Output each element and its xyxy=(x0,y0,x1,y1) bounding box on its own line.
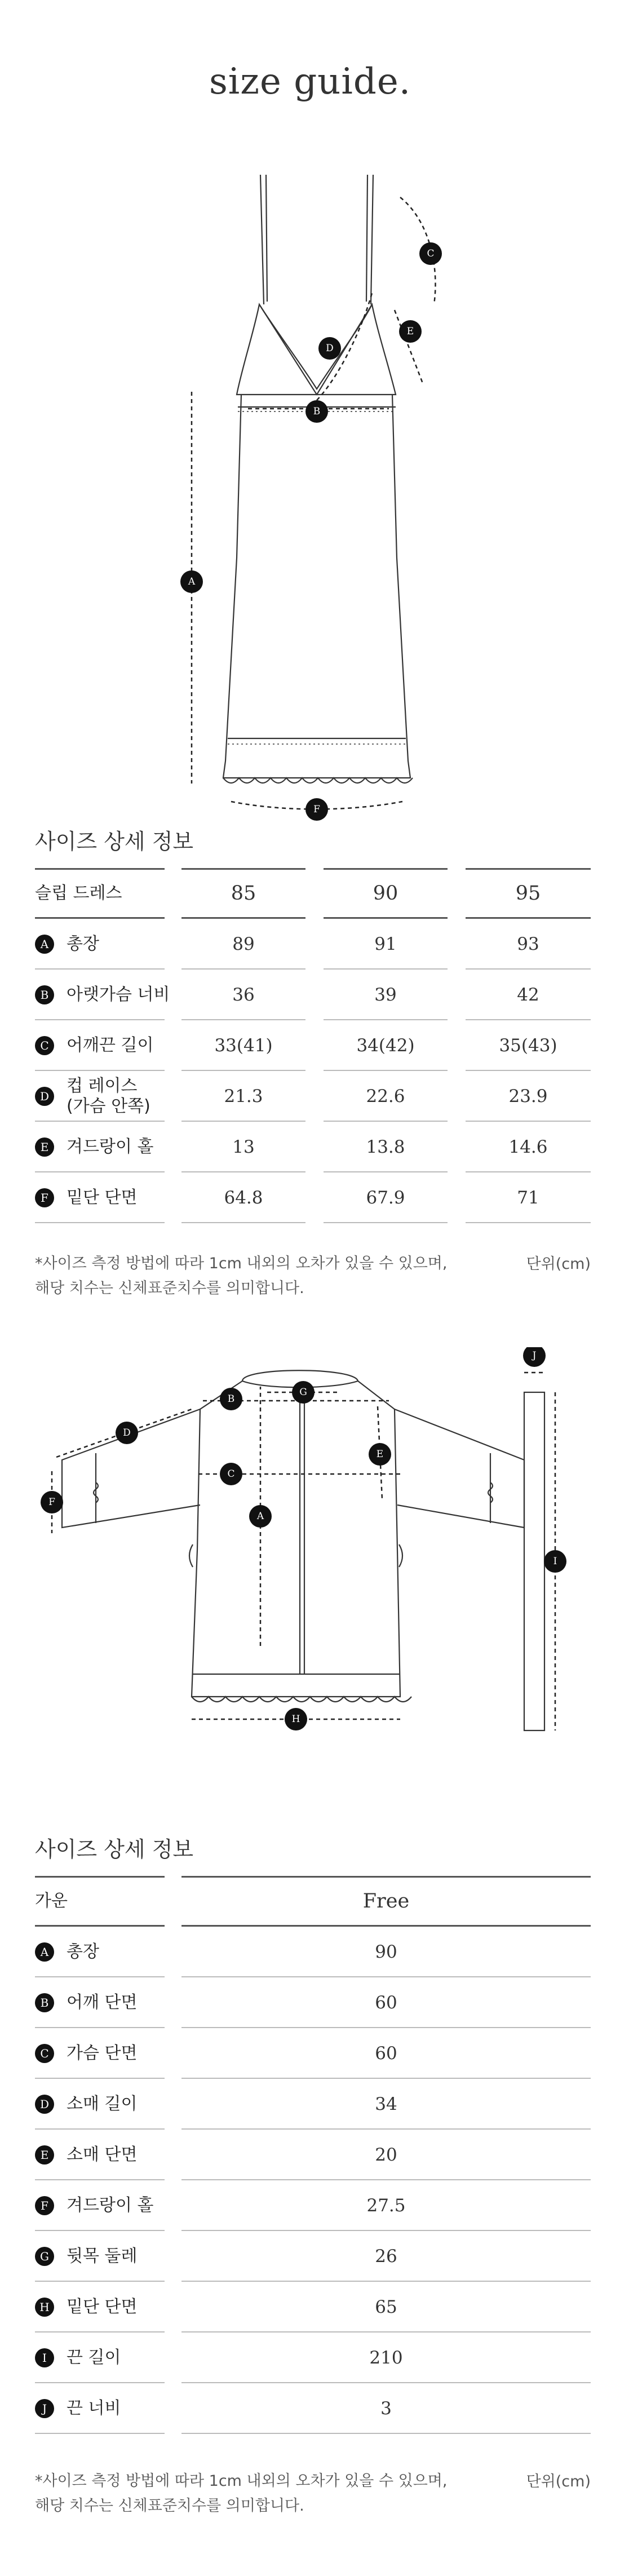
row-label-text: 소매 길이 xyxy=(67,2094,138,2114)
row-label xyxy=(35,1977,137,2028)
svg-text:G: G xyxy=(299,1387,307,1398)
svg-text:C: C xyxy=(227,1468,235,1480)
row-label xyxy=(35,1172,137,1223)
row-label xyxy=(35,2180,153,2231)
table-row xyxy=(35,1977,591,2028)
table-cell: 21.3 xyxy=(224,1086,263,1106)
marker-badge: C xyxy=(35,1036,54,1055)
table-cell: 67.9 xyxy=(366,1188,405,1208)
marker-badge: J xyxy=(35,2399,54,2418)
table-row xyxy=(35,2231,591,2282)
table-cell: 27.5 xyxy=(366,2196,406,2216)
row-label-text: 끈 너비 xyxy=(67,2398,121,2418)
dress-product-label: 슬립 드레스 xyxy=(35,883,122,903)
size-free: Free xyxy=(362,1890,410,1913)
table-row xyxy=(35,1927,591,1977)
row-label-text: 총장 xyxy=(67,1942,99,1962)
marker-badge: E xyxy=(35,2145,54,2165)
row-label-text: 소매 단면 xyxy=(67,2145,138,2165)
table-cell: 60 xyxy=(375,2043,397,2064)
gown-product-label: 가운 xyxy=(35,1891,68,1911)
row-label-text: 아랫가슴 너비 xyxy=(67,985,170,1004)
gown-table-header xyxy=(35,1876,591,1927)
row-label xyxy=(35,1020,153,1071)
row-label xyxy=(35,1122,153,1172)
row-label xyxy=(35,2028,137,2079)
row-label-text: 끈 길이 xyxy=(67,2348,121,2367)
dress-unit: 단위(cm) xyxy=(526,1255,591,1273)
row-label-text: 겨드랑이 홀 xyxy=(67,1137,154,1157)
marker-badge: E xyxy=(35,1137,54,1157)
table-cell: 210 xyxy=(369,2348,403,2368)
size-85: 85 xyxy=(231,882,256,905)
dress-size-table xyxy=(35,868,591,1223)
table-cell: 3 xyxy=(380,2398,392,2419)
row-label xyxy=(35,1071,150,1122)
svg-text:F: F xyxy=(48,1497,55,1508)
gown-unit: 단위(cm) xyxy=(526,2473,591,2490)
table-row xyxy=(35,2332,591,2383)
marker-badge: B xyxy=(35,1993,54,2012)
table-cell: 93 xyxy=(517,934,539,954)
svg-text:E: E xyxy=(376,1449,384,1460)
table-cell: 42 xyxy=(517,985,539,1005)
svg-text:I: I xyxy=(553,1556,557,1567)
table-cell: 34 xyxy=(375,2094,397,2114)
row-label xyxy=(35,970,170,1020)
marker-badge: F xyxy=(35,1188,54,1207)
marker-badge: F xyxy=(35,2196,54,2215)
slip-dress-diagram xyxy=(169,163,462,823)
row-label xyxy=(35,2231,137,2282)
svg-text:C: C xyxy=(427,248,435,259)
marker-badge: H xyxy=(35,2298,54,2317)
table-row xyxy=(35,970,591,1020)
table-cell: 22.6 xyxy=(366,1086,405,1106)
table-row xyxy=(35,2079,591,2130)
row-label-text: 가슴 단면 xyxy=(67,2043,138,2063)
svg-text:F: F xyxy=(313,804,320,815)
svg-text:D: D xyxy=(326,343,334,354)
table-cell: 34(42) xyxy=(356,1035,415,1056)
marker-badge: D xyxy=(35,2095,54,2114)
page-title: size guide. xyxy=(209,61,411,103)
svg-text:E: E xyxy=(406,326,414,337)
table-cell: 23.9 xyxy=(508,1086,548,1106)
row-label-text: 겨드랑이 홀 xyxy=(67,2196,154,2215)
svg-text:J: J xyxy=(532,1350,537,1361)
table-row xyxy=(35,1020,591,1071)
row-label xyxy=(35,2383,121,2434)
table-row xyxy=(35,2130,591,2180)
gown-diagram xyxy=(39,1347,592,1826)
table-row xyxy=(35,2282,591,2332)
row-label-text: 어깨 단면 xyxy=(67,1993,138,2012)
marker-badge: C xyxy=(35,2044,54,2063)
marker-badge: B xyxy=(35,985,54,1004)
table-row xyxy=(35,1122,591,1172)
svg-text:D: D xyxy=(123,1427,131,1439)
table-cell: 14.6 xyxy=(508,1137,548,1157)
table-cell: 13 xyxy=(232,1137,255,1157)
table-cell: 33(41) xyxy=(214,1035,273,1056)
row-label xyxy=(35,2332,121,2383)
row-label xyxy=(35,2130,137,2180)
row-label-text: 밑단 단면 xyxy=(67,2297,138,2317)
table-row xyxy=(35,2383,591,2434)
marker-badge: D xyxy=(35,1087,54,1106)
table-cell: 90 xyxy=(375,1942,397,1962)
table-row xyxy=(35,2028,591,2079)
table-cell: 39 xyxy=(374,985,397,1005)
gown-note: *사이즈 측정 방법에 따라 1cm 내외의 오차가 있을 수 있으며, 해당 치수는 신체표준치수를 의미합니다. xyxy=(35,2472,448,2515)
table-cell: 91 xyxy=(374,934,397,954)
table-cell: 89 xyxy=(232,934,255,954)
svg-text:H: H xyxy=(291,1714,300,1725)
table-cell: 65 xyxy=(375,2297,397,2317)
row-label-text: 어깨끈 길이 xyxy=(67,1035,154,1055)
row-label xyxy=(35,919,99,970)
dress-section-title: 사이즈 상세 정보 xyxy=(35,829,194,854)
gown-section-title: 사이즈 상세 정보 xyxy=(35,1837,194,1862)
row-label xyxy=(35,1927,99,1977)
dress-note: *사이즈 측정 방법에 따라 1cm 내외의 오차가 있을 수 있으며, 해당 치수는 신체표준치수를 의미합니다. xyxy=(35,1255,448,1297)
table-row xyxy=(35,1071,591,1122)
table-row xyxy=(35,919,591,970)
row-label-text: 밑단 단면 xyxy=(67,1188,138,1207)
table-cell: 26 xyxy=(375,2246,397,2267)
table-row xyxy=(35,1172,591,1223)
dress-table-header xyxy=(35,868,591,919)
row-label xyxy=(35,2079,137,2130)
table-cell: 35(43) xyxy=(499,1035,557,1056)
marker-badge: A xyxy=(35,1942,54,1962)
table-cell: 60 xyxy=(375,1993,397,2013)
gown-size-table xyxy=(35,1876,591,2434)
table-cell: 36 xyxy=(232,985,255,1005)
row-label-text: 총장 xyxy=(67,934,99,954)
table-cell: 13.8 xyxy=(366,1137,405,1157)
table-cell: 71 xyxy=(517,1188,539,1208)
table-cell: 64.8 xyxy=(224,1188,263,1208)
marker-badge: I xyxy=(35,2348,54,2367)
svg-text:A: A xyxy=(256,1511,264,1522)
size-90: 90 xyxy=(373,882,398,905)
svg-text:B: B xyxy=(313,406,321,417)
row-label-text: 뒷목 둘레 xyxy=(67,2246,138,2266)
marker-badge: G xyxy=(35,2247,54,2266)
svg-text:B: B xyxy=(227,1393,235,1405)
svg-text:A: A xyxy=(188,576,196,587)
table-cell: 20 xyxy=(375,2145,397,2165)
row-label xyxy=(35,2282,137,2332)
row-label-text: 컵 레이스 (가슴 안쪽) xyxy=(67,1076,150,1116)
marker-badge: A xyxy=(35,935,54,954)
size-95: 95 xyxy=(515,882,541,905)
table-row xyxy=(35,2180,591,2231)
